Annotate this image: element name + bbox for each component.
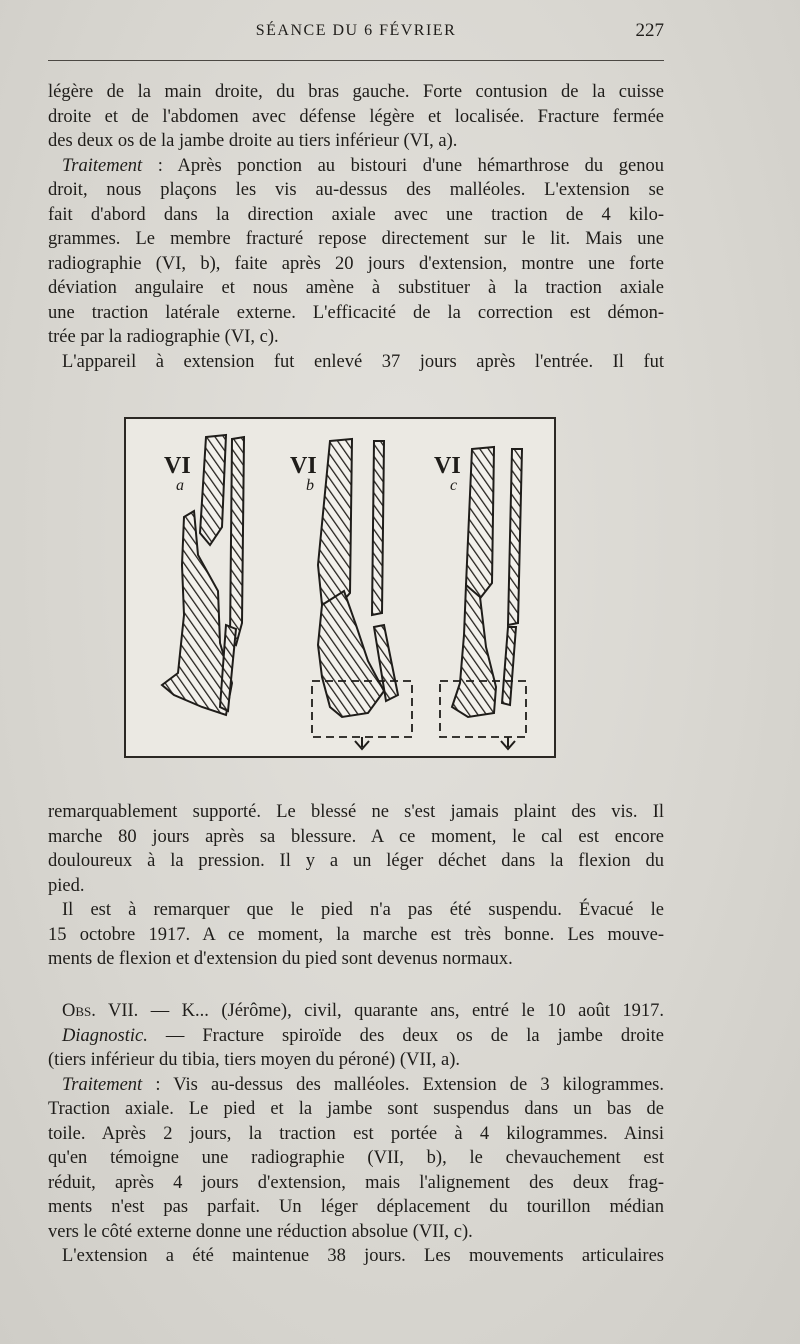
obs-label: Obs. (62, 1001, 96, 1021)
text-line: 15 octobre 1917. A ce moment, la marche est très bonne. Les mouve- (48, 924, 664, 945)
text-line: radiographie (VI, b), faite après 20 jours d'extension, montre une forte (48, 253, 664, 274)
text-line: qu'en témoigne une radiographie (VII, b), le chevauchement est (48, 1148, 664, 1168)
text-line: remarquablement supporté. Le blessé ne s'est jamais plaint des vis. Il (48, 802, 664, 822)
running-title: SÉANCE DU 6 FÉVRIER (255, 22, 457, 39)
text-line: réduit, après 4 jours d'extension, mais l'alignement des deux frag- (48, 1172, 664, 1193)
text-line: légère de la main droite, du bras gauche. Forte contusion de la cuisse (48, 82, 664, 102)
paragraph-outcome (48, 800, 664, 898)
radiograph-figure (122, 415, 558, 760)
text-line: des deux os de la jambe droite au tiers inférieur (VI, a). (48, 131, 458, 151)
text-line: droite et de l'abdomen avec défense légère et localisée. Fracture fermée (48, 106, 664, 127)
running-header (48, 18, 664, 48)
text-line: grammes. Le membre fracturé repose directement sur le lit. Mais une (48, 229, 664, 249)
section-label: Traitement (62, 1074, 143, 1095)
text-line: ments n'est pas parfait. Un léger déplacement du tourillon médian (48, 1197, 664, 1217)
text-line: Il est à remarquer que le pied n'a pas été suspendu. Évacué le (62, 900, 664, 920)
text-line: fait d'abord dans la direction axiale avec une traction de 4 kilo- (48, 204, 664, 225)
paragraph-extension (48, 1244, 664, 1269)
page-number: 227 (635, 20, 664, 41)
text-line: trée par la radiographie (VI, c). (48, 327, 279, 347)
text-line: vers le côté externe donne une réduction absolue (VII, c). (48, 1221, 473, 1242)
header-rule (48, 60, 664, 61)
paragraph-evacuation (48, 898, 664, 972)
text-run: : Après ponction au bistouri d'une hémarthrose du genou (142, 155, 664, 176)
svg-text:c: c (450, 477, 458, 494)
figure-label-c: VI (434, 453, 461, 479)
tibia-upper-fragment-c (466, 447, 494, 601)
text-run: — Fracture spiroïde des deux os de la jambe droite (147, 1025, 664, 1046)
text-line: toile. Après 2 jours, la traction est portée à 4 kilogrammes. Ainsi (48, 1123, 664, 1144)
figure-drawing (122, 415, 558, 760)
paragraph-injuries (48, 80, 664, 154)
text-line: L'appareil à extension fut enlevé 37 jours après l'entrée. Il fut (62, 351, 664, 372)
fibula-upper-b (372, 441, 384, 615)
text-line: L'extension a été maintenue 38 jours. Les mouvements articulaires (62, 1246, 664, 1266)
section-label: Diagnostic. (62, 1025, 148, 1046)
text-line (48, 1073, 664, 1098)
text-line: droit, nous plaçons les vis au-dessus des malléoles. L'extension se (48, 180, 664, 200)
text-line: une traction latérale externe. L'efficacité de la correction est démon- (48, 302, 664, 323)
text-line: marche 80 jours après sa blessure. A ce moment, le cal est encore (48, 826, 664, 847)
text-line: douloureux à la pression. Il y a un léger déchet dans la flexion du (48, 851, 664, 871)
svg-text:b: b (306, 477, 314, 494)
svg-text:VI: VI (164, 453, 191, 479)
text-line: déviation angulaire et nous amène à substituer à la traction axiale (48, 278, 664, 298)
text-run: : Vis au-dessus des malléoles. Extension de 3 kilogrammes. (142, 1074, 664, 1095)
paragraph-traitement (48, 154, 664, 350)
paragraph-traitement-vii (48, 1073, 664, 1245)
paragraph-obs-vii (48, 999, 664, 1024)
text-line (48, 999, 664, 1024)
text-line (48, 1024, 664, 1049)
text-line (48, 154, 664, 179)
paragraph-diagnostic (48, 1024, 664, 1073)
section-label: Traitement (62, 155, 143, 176)
text-run: VII. — K... (Jérôme), civil, quarante ans, entré le 10 août 1917. (95, 1001, 664, 1021)
text-line: pied. (48, 875, 85, 896)
text-line: ments de flexion et d'extension du pied sont devenus normaux. (48, 949, 513, 969)
text-line: Traction axiale. Le pied et la jambe sont suspendus dans un bas de (48, 1099, 664, 1119)
fibula-upper-a (230, 437, 244, 645)
text-line: (tiers inférieur du tibia, tiers moyen du péroné) (VII, a). (48, 1050, 460, 1070)
paragraph-appareil (48, 350, 664, 375)
figure-label-b: VI (290, 453, 317, 479)
svg-text:a: a (176, 477, 184, 494)
